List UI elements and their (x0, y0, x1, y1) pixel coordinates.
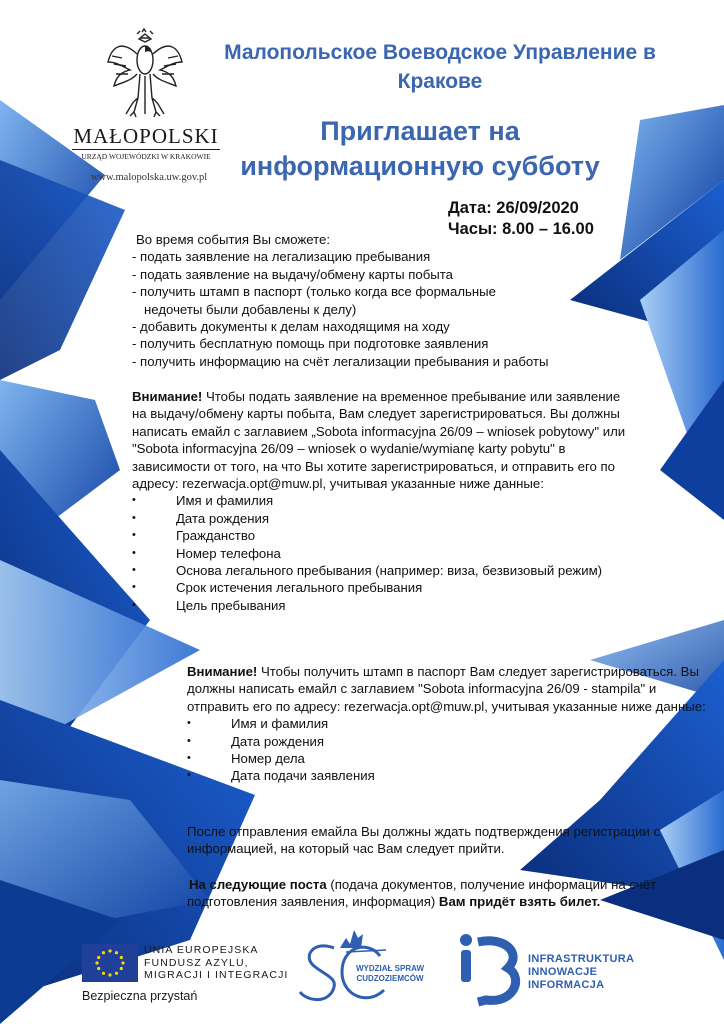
sc-line: CUDZOZIEMCÓW (356, 974, 424, 983)
intro-item: - получить штамп в паспорт (только когда все формальные (132, 284, 496, 300)
list-item: • Номер телефона (132, 545, 632, 562)
ticket-info (187, 876, 687, 911)
list-item: • Дата рождения (187, 733, 707, 750)
intro-lead: Во время события Вы сможете: (136, 232, 331, 247)
infrastructure-label (528, 953, 634, 992)
eu-line: FUNDUSZ AZYLU, (144, 956, 249, 969)
eu-line: MIGRACJI I INTEGRACJI (144, 969, 289, 981)
event-time: Часы: 8.00 – 16.00 (448, 220, 594, 238)
eagle-emblem-icon (104, 28, 186, 120)
attention-text: Чтобы подать заявление на временное пребывание или заявление на выдачу/обмену карты побыта, Вам следует зарегистрироваться. Вы должны написать емайл с заглавием „Sobota informacyjna 26/09 – wniosek pobytowy" или "Sobota informacyjna 26/09 – wniosek o wydanie/wymianę karty pobytu" в зависимости от того, на что Вы хотите зарегистрироваться, и отправить его по адресу: rezerwacja.opt@muw.pl, учитывая указанные ниже данные: (132, 389, 626, 492)
attention-paragraph (132, 388, 632, 492)
event-date: Дата: 26/09/2020 (448, 199, 579, 217)
intro-item-continuation: недочеты были добавлены к делу) (144, 301, 357, 317)
list-item: • Дата рождения (132, 510, 632, 527)
list-item: • Дата подачи заявления (187, 767, 707, 784)
eu-flag-icon (82, 944, 138, 982)
attention-paragraph (187, 663, 707, 715)
intro-item: - добавить документы к делам находящимя на ходу (132, 319, 450, 335)
ticket-info-middle: (подача документов, получение информации на счёт подготовления заявления, информация) (187, 877, 657, 910)
list-item: • Номер дела (187, 750, 707, 767)
list-item: • Гражданство (132, 527, 632, 544)
attention-section-stamp (187, 663, 707, 785)
iii-line: INFRASTRUKTURA (528, 953, 635, 965)
logo-subtitle: URZĄD WOJEWÓDZKI W KRAKOWIE (72, 149, 220, 161)
attention-label: Внимание! (187, 664, 258, 679)
attention-section-residence (132, 388, 632, 614)
invitation-heading: Приглашает на информационную субботу (240, 116, 600, 181)
iii-line: INFORMACJA (528, 979, 605, 991)
list-item: • Имя и фамилия (187, 715, 707, 732)
attention-text: Чтобы получить штамп в паспорт Вам следует зарегистрироваться. Вы должны написать емайл с заглавием "Sobota informacyjna 26/09 - stampila" и отправить его по адресу: rezerwacja.opt@muw.pl, учитывая указанные ниже данные: (187, 664, 706, 714)
intro-item: - подать заявление на выдачу/обмену карты побыта (132, 266, 453, 282)
ticket-info-bold-end: Вам придёт взять билет. (438, 894, 601, 910)
foreigners-department-label (340, 964, 440, 984)
eu-project-name: Bezpieczna przystań (82, 989, 198, 1003)
eu-fund-label (144, 944, 288, 982)
list-item: • Основа легального пребывания (например: виза, безвизовый режим) (132, 562, 632, 579)
list-item: • Цель пребывания (132, 597, 632, 614)
list-item: • Имя и фамилия (132, 492, 632, 509)
iii-line: INNOWACJE (528, 966, 598, 978)
eu-line: UNIA EUROPEJSKA (144, 944, 259, 956)
website-link[interactable]: www.malopolska.uw.gov.pl (90, 172, 208, 183)
intro-item: - получить бесплатную помощь при подготовке заявления (132, 336, 489, 352)
organization-title: Малопольское Воеводское Управление в Кракове (224, 41, 656, 93)
sc-line: WYDZIAŁ SPRAW (356, 964, 424, 973)
ticket-info-bold-start: На следующие поста (189, 877, 327, 892)
required-data-list (187, 715, 707, 785)
intro-section (132, 231, 602, 370)
logo-wordmark: MAŁOPOLSKI (73, 124, 219, 148)
list-item: • Срок истечения легального пребывания (132, 579, 632, 596)
infrastructure-logo-icon (456, 932, 526, 1008)
confirmation-note: После отправления емайла Вы должны ждать подтверждения регистрации с информацией, на который час Вам следует прийти. (187, 824, 661, 857)
attention-label: Внимание! (132, 389, 203, 404)
required-data-list (132, 492, 632, 614)
intro-item: - подать заявление на легализацию пребывания (132, 249, 431, 265)
intro-item: - получить информацию на счёт легализации пребывания и работы (132, 353, 549, 369)
